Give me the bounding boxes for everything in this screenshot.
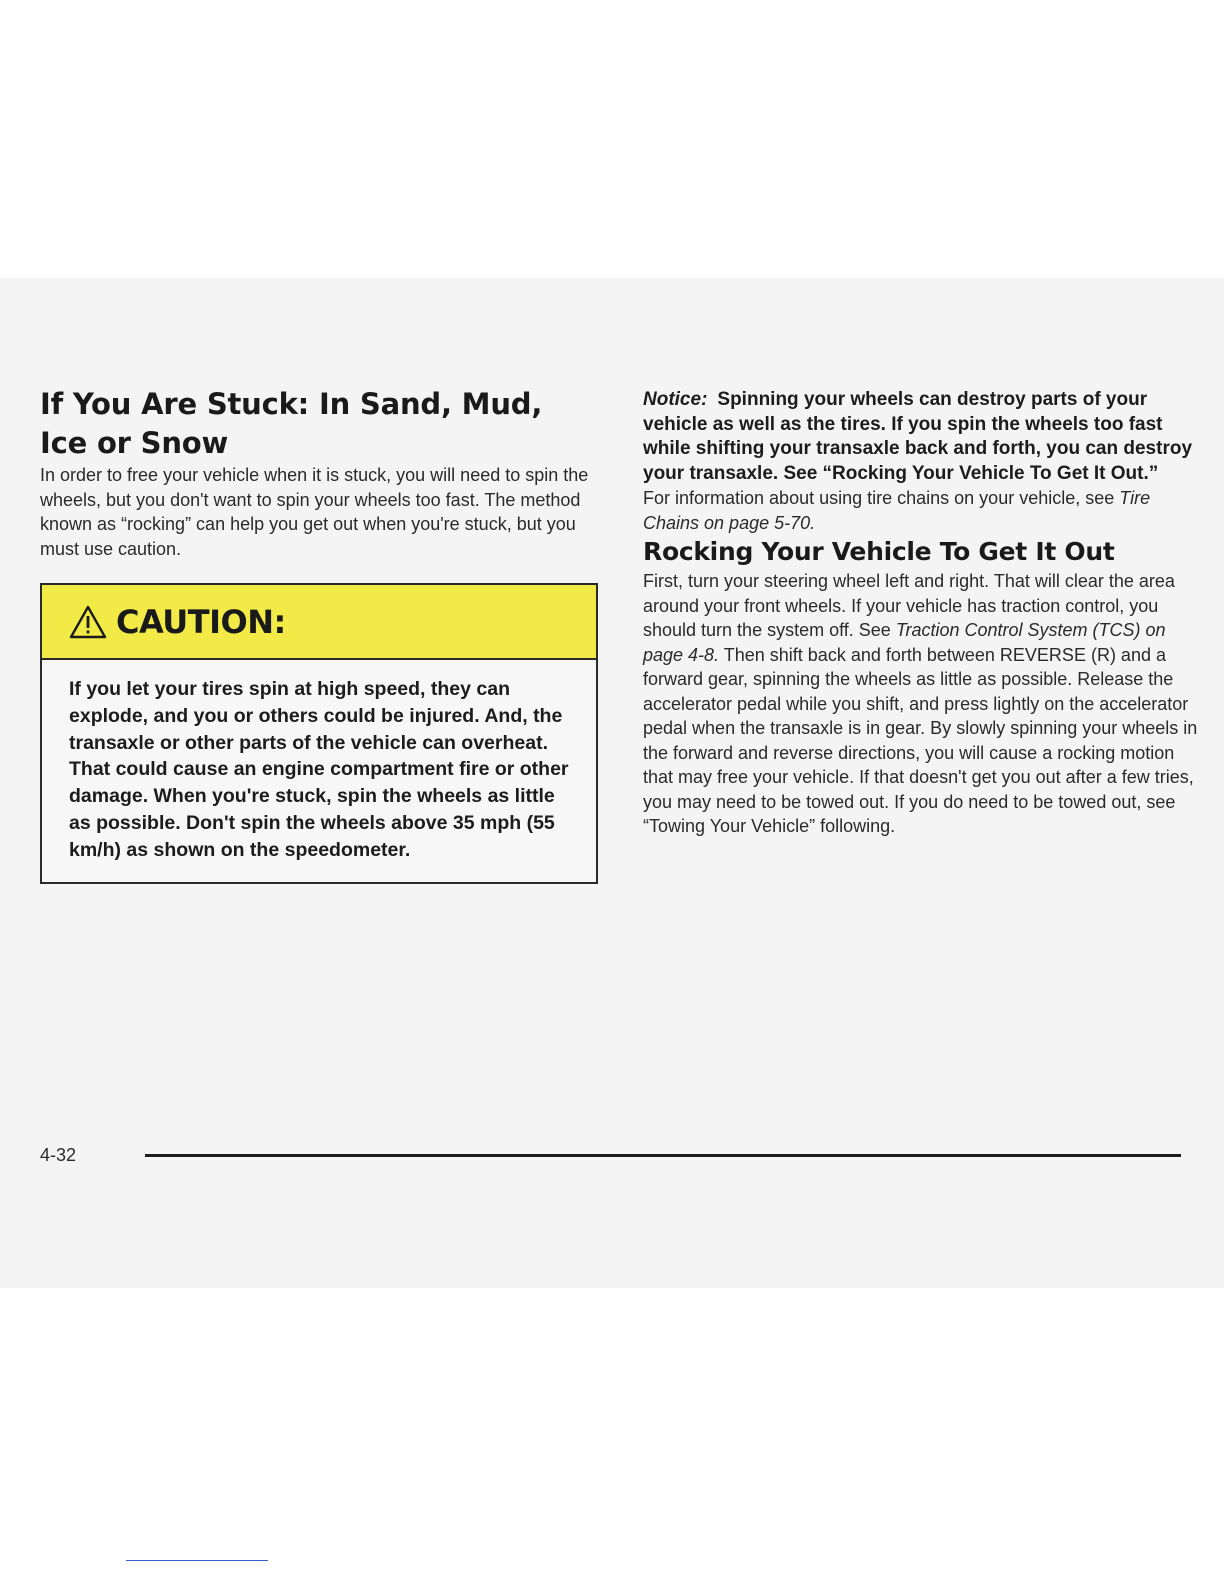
tire-chains-paragraph <box>643 486 1203 535</box>
rocking-text-part-2: Then shift back and forth between REVERSE (R) and a forward gear, spinning the wheels as little as possible. Release the accelerator pedal while you shift, and press lightly on the accelerator pedal when the transaxle is in gear. By slowly spinning your wheels in the forward and reverse directions, you will cause a rocking motion that may free your vehicle. If that doesn't get you out after a few tries, you may need to be towed out. If you do need to be towed out, see “Towing Your Vehicle” following. <box>643 644 1198 837</box>
page-title: If You Are Stuck: In Sand, Mud, Ice or Snow <box>40 387 543 460</box>
footer-divider <box>145 1154 1181 1157</box>
rocking-heading: Rocking Your Vehicle To Get It Out <box>643 537 1115 567</box>
caution-header <box>42 585 596 660</box>
page-number: 4-32 <box>40 1145 77 1165</box>
notice-label: Notice: <box>643 389 708 410</box>
right-column <box>643 388 1203 839</box>
rocking-text-part-1: First, turn your steering wheel left and right. That will clear the area around your front wheels. If your vehicle has traction control, you should turn the system off. See <box>643 571 1175 641</box>
caution-box <box>40 583 598 884</box>
caution-label: CAUTION: <box>116 602 286 641</box>
intro-paragraph: In order to free your vehicle when it is stuck, you will need to spin the wheels, but you don't want to spin your wheels too fast. The method known as “rocking” can help you get out when you're stuck, but you must use caution. <box>40 465 589 559</box>
tire-chains-text: For information about using tire chains on your vehicle, see <box>643 488 1115 509</box>
caution-text: If you let your tires spin at high speed, they can explode, and you or others could be injured. And, the transaxle or other parts of the vehicle can overheat. That could cause an engine compartment fire or other damage. When you're stuck, spin the wheels as little as possible. Don't spin the wheels above 35 mph (55 km/h) as shown on the speedometer. <box>69 678 569 861</box>
left-column <box>40 385 596 884</box>
notice-paragraph <box>643 388 1203 486</box>
rocking-paragraph <box>643 569 1203 839</box>
notice-text: Spinning your wheels can destroy parts of your vehicle as well as the tires. If you spin the wheels too fast while shifting your transaxle back and forth, you can destroy your transaxle. See “Rocking Your Vehicle To Get It Out.” <box>643 389 1193 484</box>
bottom-divider <box>126 1560 268 1561</box>
tire-chains-reference: Tire Chains on page 5-70. <box>643 488 1151 533</box>
warning-triangle-icon <box>68 604 108 640</box>
traction-control-reference: Traction Control System (TCS) on page 4-8. <box>643 620 1166 665</box>
